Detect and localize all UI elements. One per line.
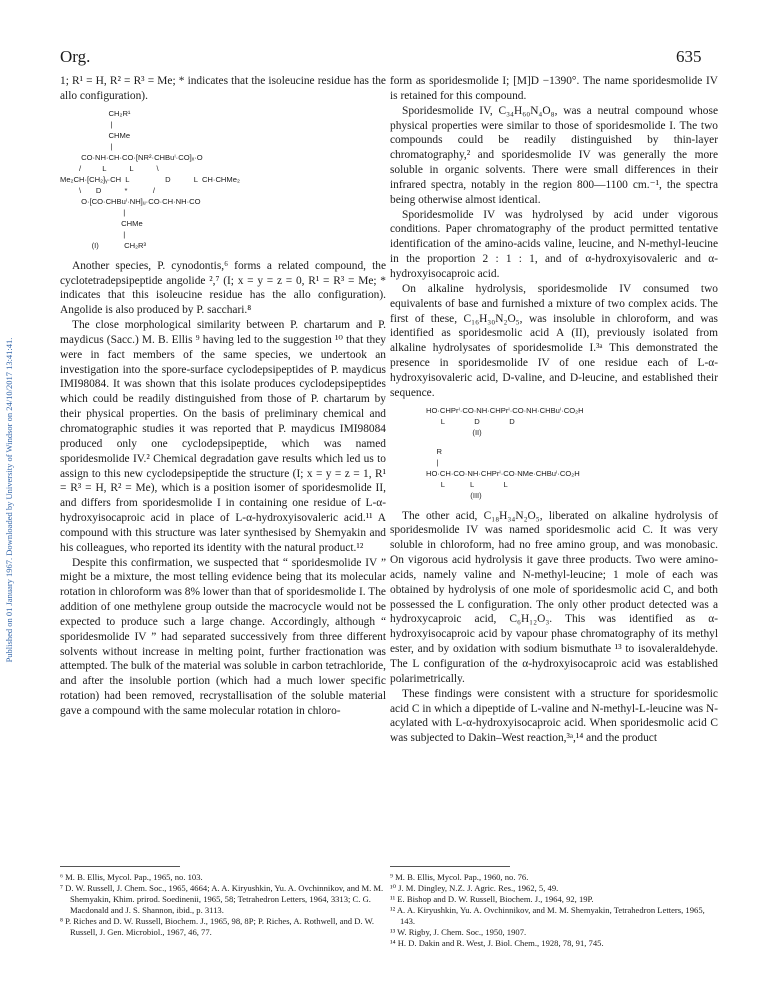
paragraph: These findings were consistent with a structure for sporidesmolic acid C in which a dipeptide of L-valine and N-methyl-L-leucine was N-acylated with L-α-hydroxyisocaproic acid. When sporidesmolic acid C was subjected to Dakin–West reaction,³ᵃ,¹⁴ and the product	[390, 687, 718, 745]
footnote: ⁷ D. W. Russell, J. Chem. Soc., 1965, 4664; A. A. Kiryushkin, Yu. A. Ovchinnikov, and M. M. Shemyakin, Khim. prirod. Soedinenii, 1965, 58; Tetrahedron Letters, 1964, 3313; C. G. Macdonald and J. S. Shannon, ibid., p. 3113.	[60, 883, 384, 915]
footnote: ¹⁰ J. M. Dingley, N.Z. J. Agric. Res., 1962, 5, 49.	[390, 883, 559, 893]
left-column	[60, 74, 386, 719]
paragraph: 1; R¹ = H, R² = R³ = Me; * indicates that the isoleucine residue has the allo configuration).	[60, 75, 386, 102]
paragraph: Sporidesmolide IV was hydrolysed by acid under vigorous conditions. Paper chromatography of the product permitted tentative identification of the amino-acids valine, leucine, and N-methyl-leucine in the proportion 2 : 1 : 1, and of α-hydroxyisovaleric and α-hydroxyisocaproic acid.	[390, 208, 718, 280]
structure-III: R | HO·CH·CO·NH·CHPrⁱ·CO·NMe·CHBuⁱ·CO₂H L L L (III)	[426, 446, 580, 500]
footnote: ⁸ P. Riches and D. W. Russell, Biochem. J., 1965, 98, 8P; P. Riches, A. Rothwell, and D. W. Russell, J. Gen. Microbiol., 1967, 46, 77.	[60, 916, 375, 937]
download-note: Published on 01 January 1967. Downloaded by University of Windsor on 24/10/2017 13:41:41.	[4, 337, 14, 663]
page-number: 635	[676, 47, 702, 66]
footnote: ¹⁴ H. D. Dakin and R. West, J. Biol. Chem., 1928, 78, 91, 745.	[390, 938, 604, 948]
paragraph: On alkaline hydrolysis, sporidesmolide IV consumed two equivalents of base and furnished a mixture of two complex acids. The first of these, C₁₆H₃₀N₂O₅, was insoluble in chloroform, and was identified as sporidesmolic acid A (II), previously isolated from alkaline hydrolysates of sporidesmolide I.³ᵃ This demonstrated the presence in sporidesmolide IV of one residue each of L-α-hydroxyisovaleric acid, D-valine, and D-leucine, and established their sequence.	[390, 282, 718, 399]
footnote: ¹³ W. Rigby, J. Chem. Soc., 1950, 1907.	[390, 927, 527, 937]
right-column	[390, 74, 718, 746]
footnotes-right	[390, 872, 718, 949]
paragraph: form as sporidesmolide I; [M]D −1390°. The name sporidesmolide IV is retained for this compound.	[390, 75, 718, 102]
footnote: ¹¹ E. Bishop and D. W. Russell, Biochem. J., 1964, 92, 19P.	[390, 894, 594, 904]
footnotes-left	[60, 872, 386, 938]
footnote: ⁶ M. B. Ellis, Mycol. Pap., 1965, no. 103.	[60, 872, 203, 882]
footnote-rule	[60, 866, 180, 867]
paragraph: Sporidesmolide IV, C₃₄H₆₀N₄O₈, was a neutral compound whose physical properties were similar to those of sporidesmolide I. The two compounds could be readily distinguished by thin-layer chromatography,² and sporidesmolide IV was generally the more soluble in organic solvents. There were small differences in their infrared spectra, notably in the region 800—1100 cm.⁻¹, the spectra being otherwise almost identical.	[390, 104, 718, 206]
footnote: ⁹ M. B. Ellis, Mycol. Pap., 1960, no. 76.	[390, 872, 529, 882]
footnote: ¹² A. A. Kiryushkin, Yu. A. Ovchinnikov, and M. M. Shemyakin, Tetrahedron Letters, 1965, 143.	[390, 905, 705, 926]
structure-I: CH₂R¹ | CHMe | CO·NH·CH·CO·[NR²·CHBuⁱ·CO]ₓ·O / L L \ Me₂CH·[CH₂]ᵧ·CH L D L CH·CHMe₂ \ D * / O·[CO·CHBuⁱ·NH]ᵤ·CO·CH·NH·CO | CHMe | (I) CH₂R³	[60, 108, 240, 250]
paragraph: The close morphological similarity between P. chartarum and P. maydicus (Sacc.) M. B. Ellis ⁹ having led to the suggestion ¹⁰ that they were in fact members of the same species, we undertook an investigation into the spore-surface cyclodepsipeptides of P. maydicus IMI98084. It was shown that this isolate produces cyclodepsipeptides which could be readily distinguished from those of P. chartarum by their physical properties. On the basis of preliminary chemical and chromatographic studies it was reported that P. maydicus IMI98084 produced only one cyclodepsipeptide, which was named sporidesmolide IV.² Chemical degradation gave results which led us to assign to this new cyclodepsipeptide the structure (I; x = y = z = 1, R¹ = R³ = H, R² = Me), which is a position isomer of sporidesmolide II, and differs from sporidesmolide I in containing one residue of L-α-hydroxyisocaproic acid in place of L-α-hydroxyisovaleric acid.¹¹ A compound with this structure was later synthesised by Shemyakin and his colleagues, who reported its identity with the natural product.¹²	[60, 319, 386, 554]
paragraph: Despite this confirmation, we suspected that “ sporidesmolide IV ” might be a mixture, the most telling evidence being that its molecular rotation in chloroform was 8% lower than that of sporidesmolide I. The addition of one methylene group outside the macrocycle would not be expected to produce such a large change. Accordingly, although “ sporidesmolide IV ” had separated successively from three different solvents without increase in melting point, further fractionation was attempted. The bulk of the material was soluble in carbon tetrachloride, and after the insoluble portion (which had a much lower specific rotation) had been removed, recrystallisation of the soluble material gave a compound with the same molecular rotation in chloro-	[60, 556, 386, 717]
paragraph: The other acid, C₁₈H₃₄N₂O₅, liberated on alkaline hydrolysis of sporidesmolide IV was named sporidesmolic acid C. It was very soluble in chloroform, had no free amino group, and was monobasic. On vigorous acid hydrolysis it gave three products. Two were amino-acids, namely valine and N-methyl-leucine; 1 mole of each was obtained by hydrolysis of one mole of sporidesmolic acid C, and both possessed the L configuration. The only other product detected was a hydroxycaproic acid, C₆H₁₂O₃. This was identified as α-hydroxyisocaproic acid by vapour phase chromatography of its methyl ester, and by oxidation with sodium bismuthate ¹³ to isovaleraldehyde. The L configuration of the α-hydroxyisocaproic acid was established polarimetrically.	[390, 509, 718, 685]
structure-II: HO·CHPrⁱ·CO·NH·CHPrⁱ·CO·NH·CHBuⁱ·CO₂H L D D (II)	[426, 405, 584, 437]
paragraph: Another species, P. cynodontis,⁶ forms a related compound, the cyclotetradepsipeptide angolide ²,⁷ (I; x = y = z = 0, R¹ = R³ = Me; * indicates that this isoleucine residue has the allo configuration). Angolide is also produced by P. sacchari.⁸	[60, 259, 386, 317]
journal-header: Org.	[60, 47, 91, 66]
download-watermark	[2, 150, 16, 850]
footnote-rule	[390, 866, 510, 867]
